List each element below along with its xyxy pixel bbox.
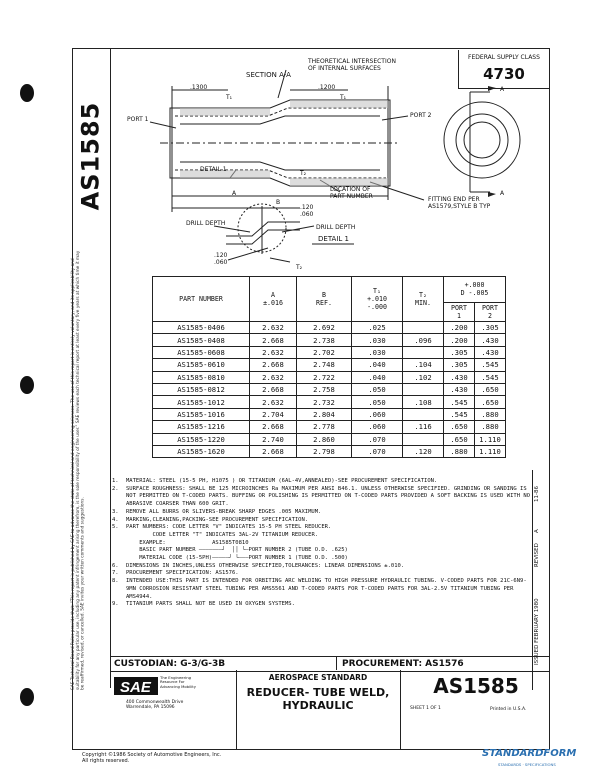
issued-date: ISSUED FEBRUARY 1980 (534, 598, 540, 666)
table-cell: 2.778 (297, 421, 352, 433)
table-cell: .070 (352, 445, 403, 457)
table-cell: .545 (444, 408, 475, 420)
dim-120-top: .120 .060 (300, 204, 314, 218)
header-part-number: PART NUMBER (153, 277, 250, 322)
watermark: STANDARDFORM (482, 748, 577, 759)
printed-usa: Printed in U.S.A. (490, 707, 527, 712)
table-cell: .650 (444, 433, 475, 445)
table-cell: .200 (444, 322, 475, 334)
port2-label: PORT 2 (410, 112, 432, 119)
note-item (112, 478, 532, 486)
note-number (112, 540, 126, 548)
note-item (112, 601, 532, 609)
svg-text:SAE: SAE (120, 679, 151, 696)
table-cell: .060 (352, 408, 403, 420)
table-cell: 2.740 (250, 433, 297, 445)
notes-list (112, 478, 532, 609)
table-cell: AS1585-1016 (153, 408, 250, 420)
note-number: 3. (112, 508, 119, 515)
table-cell: AS1585-0608 (153, 346, 250, 358)
theoretical-note: THEORETICAL INTERSECTION OF INTERNAL SURFACES (308, 58, 396, 72)
note-number: 4. (112, 516, 119, 523)
note-item (112, 524, 532, 532)
table-cell: .430 (444, 383, 475, 395)
dim-1200: .1200 (318, 84, 336, 91)
parts-table (152, 276, 506, 458)
table-cell: 2.668 (250, 359, 297, 371)
drill-depth-left: DRILL DEPTH (186, 220, 226, 227)
note-number: 1. (112, 478, 119, 484)
table-cell: AS1585-1220 (153, 433, 250, 445)
table-row (153, 359, 506, 371)
table-cell (403, 383, 444, 395)
note-text: SURFACE ROUGHNESS: SHALL BE 125 MICROINCHES Ra MAXIMUM PER ANSI B46.1. UNLESS OTHERWISE SPECIFIED. GRINDING OR SANDING IS NOT PERMITTED ON T-CODED PARTS. BUFFING OR POLISHING IS PERMITTED ON T-CODED PARTS PROVIDED A SOFT BACKING IS USED WITH NO ABRASIVE COARSER THAN 600 GRIT. (126, 485, 534, 508)
table-cell: 2.632 (250, 396, 297, 408)
table-cell: 2.798 (297, 445, 352, 457)
note-number (112, 555, 126, 563)
table-cell: .120 (403, 445, 444, 457)
table-cell: .102 (403, 371, 444, 383)
table-cell: .880 (444, 445, 475, 457)
note-item (112, 517, 532, 525)
t2-detail-label: T₂ (296, 264, 303, 271)
note-item (112, 555, 532, 563)
note-text: MARKING,CLEANING,PACKING-SEE PROCUREMENT SPECIFICATION. (126, 516, 309, 523)
table-cell: AS1585-0406 (153, 322, 250, 334)
table-cell: 2.668 (250, 383, 297, 395)
table-cell: .545 (475, 359, 506, 371)
table-cell: .545 (475, 371, 506, 383)
note-number (112, 532, 126, 540)
note-item (112, 570, 532, 578)
table-cell: 1.110 (475, 445, 506, 457)
note-item (112, 486, 532, 509)
sae-tagline: The Engineering Resource For Advancing Mobility (160, 675, 196, 689)
table-cell: .040 (352, 359, 403, 371)
table-cell: AS1585-0610 (153, 359, 250, 371)
note-text: CODE LETTER "T" INDICATES 3AL-2V TITANIUM REDUCER. (126, 531, 319, 538)
note-item (112, 578, 532, 601)
table-cell: .108 (403, 396, 444, 408)
table-cell: AS1585-1620 (153, 445, 250, 457)
note-item (112, 547, 532, 555)
watermark-sub: STANDARDS · SPECIFICATIONS (498, 762, 556, 767)
table-cell: .070 (352, 433, 403, 445)
header-port1: PORT 1 (444, 302, 475, 321)
table-cell: 2.758 (297, 383, 352, 395)
title-block-top-row (110, 656, 550, 672)
table-cell: .305 (444, 359, 475, 371)
note-text: MATERIAL CODE (15-5PH)—————┘ └———PORT NUMBER 1 (TUBE O.D. .500) (126, 555, 348, 562)
table-cell: .060 (352, 421, 403, 433)
aerospace-standard: AEROSPACE STANDARD (268, 673, 368, 682)
table-row (153, 445, 506, 457)
table-cell: .025 (352, 322, 403, 334)
table-cell: .050 (352, 383, 403, 395)
note-text: DIMENSIONS IN INCHES,UNLESS OTHERWISE SPECIFIED,TOLERANCES: LINEAR DIMENSIONS ±.010. (126, 562, 405, 569)
detail1-title: DETAIL 1 (318, 235, 349, 243)
table-row (153, 371, 506, 383)
location-note: LOCATION OF PART NUMBER (330, 186, 373, 200)
revised-label: REVISED (534, 543, 540, 567)
fsc-value: 4730 (483, 65, 525, 83)
t1-label-right: T₁ (340, 94, 347, 101)
note-item (112, 532, 532, 540)
title-block (110, 656, 550, 750)
table-cell: .650 (444, 421, 475, 433)
header-d: +.000 D -.005 (444, 277, 506, 303)
dim-a: A (232, 190, 237, 197)
table-cell: 2.748 (297, 359, 352, 371)
table-cell: 1.110 (475, 433, 506, 445)
drill-depth-right: DRILL DEPTH (316, 224, 356, 231)
note-text: INTENDED USE:THIS PART IS INTENDED FOR ORBITING ARC WELDING TO HIGH PRESSURE HYDRAULIC TUBING. V-CODED PARTS FOR 21C-6N9-9MN CORROSION RESISTANT STEEL TUBING PER AMS5561 AND T-CODED PARTS FOR T-CODED PARTS FOR 3AL-2.5V TITANIUM TUBING PER AMS4944. (126, 578, 527, 600)
header-b: B REF. (297, 277, 352, 322)
table-cell: AS1585-0812 (153, 383, 250, 395)
note-item (112, 509, 532, 517)
table-row (153, 346, 506, 358)
doc-number: AS1585 (433, 674, 519, 698)
table-cell: .104 (403, 359, 444, 371)
sheet-number: SHEET 1 OF 1 (410, 706, 441, 711)
note-number: 8. (112, 578, 119, 585)
table-cell: .430 (475, 334, 506, 346)
table-cell: 2.692 (297, 322, 352, 334)
table-cell: .545 (444, 396, 475, 408)
table-cell: .880 (475, 408, 506, 420)
fitting-end-note: FITTING END PER AS1579,STYLE B TYP (428, 196, 491, 210)
section-label: SECTION A-A (246, 71, 291, 79)
table-cell (403, 433, 444, 445)
table-cell: .040 (352, 371, 403, 383)
table-cell: .116 (403, 421, 444, 433)
table-cell: 2.668 (250, 334, 297, 346)
table-cell: AS1585-0408 (153, 334, 250, 346)
table-cell: 2.632 (250, 371, 297, 383)
table-cell: AS1585-0810 (153, 371, 250, 383)
detail-label: DETAIL 1 (200, 166, 227, 173)
doc-title: REDUCER- TUBE WELD, HYDRAULIC (246, 686, 390, 712)
table-row (153, 433, 506, 445)
side-doc-number: AS1585 (76, 101, 104, 211)
table-cell: 2.738 (297, 334, 352, 346)
note-text: BASIC PART NUMBER ———————┘ ││ └—PORT NUMBER 2 (TUBE O.D. .625) (126, 547, 348, 554)
t1-label-top: T₁ (226, 94, 233, 101)
table-cell (403, 408, 444, 420)
table-cell: 2.732 (297, 396, 352, 408)
table-cell: .880 (475, 421, 506, 433)
table-cell: .305 (444, 346, 475, 358)
table-row (153, 421, 506, 433)
header-a: A ±.016 (250, 277, 297, 322)
table-cell: 2.860 (297, 433, 352, 445)
table-cell: AS1585-1216 (153, 421, 250, 433)
section-arrow-top: A (500, 86, 505, 93)
header-port2: PORT 2 (475, 302, 506, 321)
note-text: MATERIAL: STEEL (15-5 PH, H1075 ) OR TITANIUM (6AL-4V,ANNEALED)-SEE PROCUREMENT SPECIFICATION. (126, 478, 438, 484)
dim-120-bottom: .120 .060 (214, 252, 228, 266)
table-cell: 2.668 (250, 421, 297, 433)
note-text: PART NUMBERS: CODE LETTER "V" INDICATES 15-5 PH STEEL REDUCER. (126, 524, 332, 531)
table-cell: .650 (475, 396, 506, 408)
table-cell: 2.632 (250, 322, 297, 334)
fsc-label: FEDERAL SUPPLY CLASS (468, 54, 540, 61)
sae-address: 400 Commonwealth Drive Warrendale, PA 15096 (126, 700, 184, 710)
table-cell: .430 (475, 346, 506, 358)
table-cell: .305 (475, 322, 506, 334)
table-cell: 2.668 (250, 445, 297, 457)
table-cell (403, 322, 444, 334)
table-cell (403, 346, 444, 358)
header-t2: T₂ MIN. (403, 277, 444, 322)
dim-b: B (276, 199, 281, 206)
note-number: 2. (112, 485, 119, 492)
table-cell: .430 (444, 371, 475, 383)
table-cell: .096 (403, 334, 444, 346)
t2-label: T₂ (300, 170, 307, 177)
table-cell: 2.704 (250, 408, 297, 420)
table-cell: AS1585-1012 (153, 396, 250, 408)
custodian: CUSTODIAN: G-3/G-3B (114, 659, 226, 669)
table-row (153, 396, 506, 408)
table-cell: 2.722 (297, 371, 352, 383)
port1-label: PORT 1 (127, 116, 149, 123)
table-cell: 2.702 (297, 346, 352, 358)
note-text: REMOVE ALL BURRS OR SLIVERS-BREAK SHARP EDGES .005 MAXIMUM. (126, 508, 322, 515)
revised-date: 11-86 (534, 486, 540, 502)
table-cell: .030 (352, 346, 403, 358)
note-text: PROCUREMENT SPECIFICATION: AS1576. (126, 570, 239, 577)
table-cell: .650 (475, 383, 506, 395)
table-header-row (153, 277, 506, 303)
sae-disclaimer: SAE Technical Board Rules provide that: "This report is published by SAE to advance the state of technical and engineering sciences. The use of this report is entirely voluntary, and its applicability and suitability for any particular use, including any patent infringement arising therefrom, is the sole responsibility of the user." SAE reviews each technical report at least every five years at which time it may be reaffirmed, revised, or cancelled. SAE invites your written comments and suggestions. (71, 250, 86, 690)
section-arrow-bottom: A (500, 190, 505, 197)
note-number: 7. (112, 570, 119, 577)
note-item (112, 563, 532, 571)
copyright: Copyright ©1986 Society of Automotive Engineers, Inc. All rights reserved. (82, 752, 222, 764)
dim-1300: .1300 (190, 84, 208, 91)
note-text: TITANIUM PARTS SHALL NOT BE USED IN OXYGEN SYSTEMS. (126, 601, 295, 608)
table-cell: 2.632 (250, 346, 297, 358)
note-number: 9. (112, 601, 119, 608)
header-t1: T₁ +.010 -.000 (352, 277, 403, 322)
table-cell: .030 (352, 334, 403, 346)
note-number: 5. (112, 524, 119, 531)
table-row (153, 383, 506, 395)
note-number (112, 547, 126, 555)
table-cell: .050 (352, 396, 403, 408)
table-cell: 2.804 (297, 408, 352, 420)
revision-letter: A (534, 529, 540, 533)
table-row (153, 408, 506, 420)
table-row (153, 334, 506, 346)
note-text: EXAMPLE: AS1585T0810 (126, 539, 249, 546)
procurement: PROCUREMENT: AS1576 (342, 659, 464, 669)
note-number: 6. (112, 562, 119, 569)
table-row (153, 322, 506, 334)
table-cell: .200 (444, 334, 475, 346)
end-view-outer (444, 102, 520, 178)
